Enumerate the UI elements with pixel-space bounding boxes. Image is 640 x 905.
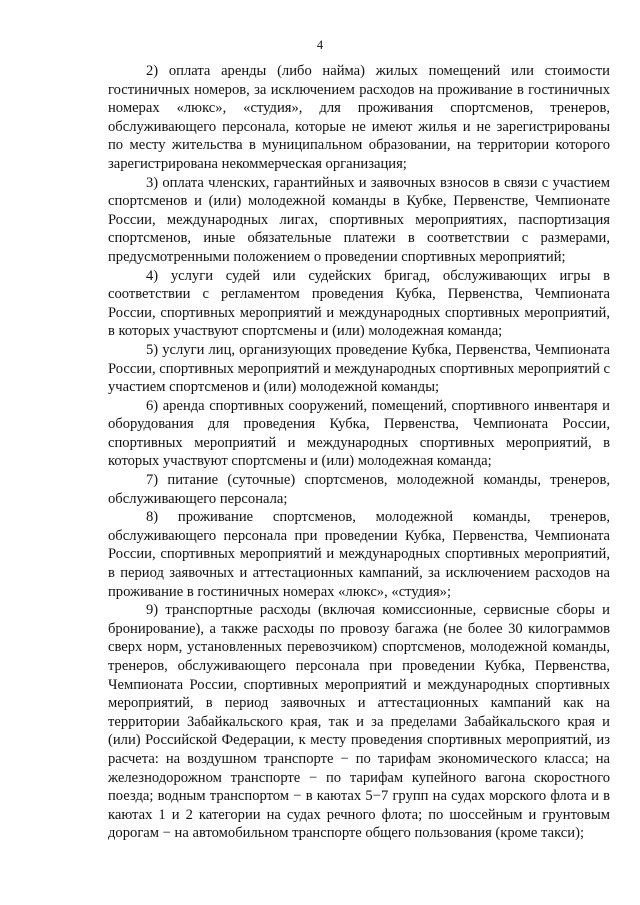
document-body xyxy=(108,62,610,843)
list-item-8: 8) проживание спортсменов, молодежной команды, тренеров, обслуживающего персонала при проведении Кубка, Первенства, Чемпионата России, спортивных мероприятий и международных спортивных мероприятий, в период заявочных и аттестационных кампаний, за исключением расходов на проживание в гостиничных номерах «люкс», «студия»; xyxy=(108,509,610,600)
list-item-3: 3) оплата членских, гарантийных и заявочных взносов в связи с участием спортсменов и (или) молодежной команды в Кубке, Первенстве, Чемпионате России, международных лигах, спортивных мероприятиях, паспортизация спортсменов, иные обязательные платежи в соответствии с размерами, предусмотренными положением о проведении спортивных мероприятий; xyxy=(108,174,610,265)
list-item-4: 4) услуги судей или судейских бригад, обслуживающих игры в соответствии с регламентом проведения Кубка, Первенства, Чемпионата России, спортивных мероприятий и международных спортивных мероприятий, в которых участвуют спортсмены и (или) молодежная команда; xyxy=(108,267,610,340)
list-item-6: 6) аренда спортивных сооружений, помещений, спортивного инвентаря и оборудования для проведения Кубка, Первенства, Чемпионата России, спортивных мероприятий и международных спортивных мероприятий, в которых участвуют спортсмены и (или) молодежная команда; xyxy=(108,397,610,470)
list-item-9: 9) транспортные расходы (включая комиссионные, сервисные сборы и бронирование), а также расходы по провозу багажа (не более 30 килограммов сверх норм, установленных перевозчиком) спортсменов, молодежной команды, тренеров, обслуживающего персонала при проведении Кубка, Первенства, Чемпионата России, спортивных мероприятий и международных спортивных мероприятий, в период заявочных и аттестационных кампаний как на территории Забайкальского края, так и за пределами Забайкальского края и (или) Российской Федерации, к месту проведения спортивных мероприятий, из расчета: на воздушном транспорте − по тарифам экономического класса; на железнодорожном транспорте − по тарифам купейного вагона скоростного поезда; водным транспортом − в каютах 5−7 групп на судах морского флота и в каютах 1 и 2 категории на судах речного флота; по шоссейным и грунтовым дорогам − на автомобильном транспорте общего пользования (кроме такси); xyxy=(108,602,610,842)
list-item-7: 7) питание (суточные) спортсменов, молодежной команды, тренеров, обслуживающего персонала; xyxy=(108,472,610,507)
list-item-5: 5) услуги лиц, организующих проведение Кубка, Первенства, Чемпионата России, спортивных мероприятий и международных спортивных мероприятий с участием спортсменов и (или) молодежной команды; xyxy=(108,341,611,396)
list-item-2: 2) оплата аренды (либо найма) жилых помещений или стоимости гостиничных номеров, за исключением расходов на проживание в гостиничных номерах «люкс», «студия», для проживания спортсменов, тренеров, обслуживающего персонала, которые не имеют жилья и не зарегистрированы по месту жительства в муниципальном образовании, на территории которого зарегистрирована некоммерческая организация; xyxy=(108,63,610,172)
page-number: 4 xyxy=(316,38,324,52)
